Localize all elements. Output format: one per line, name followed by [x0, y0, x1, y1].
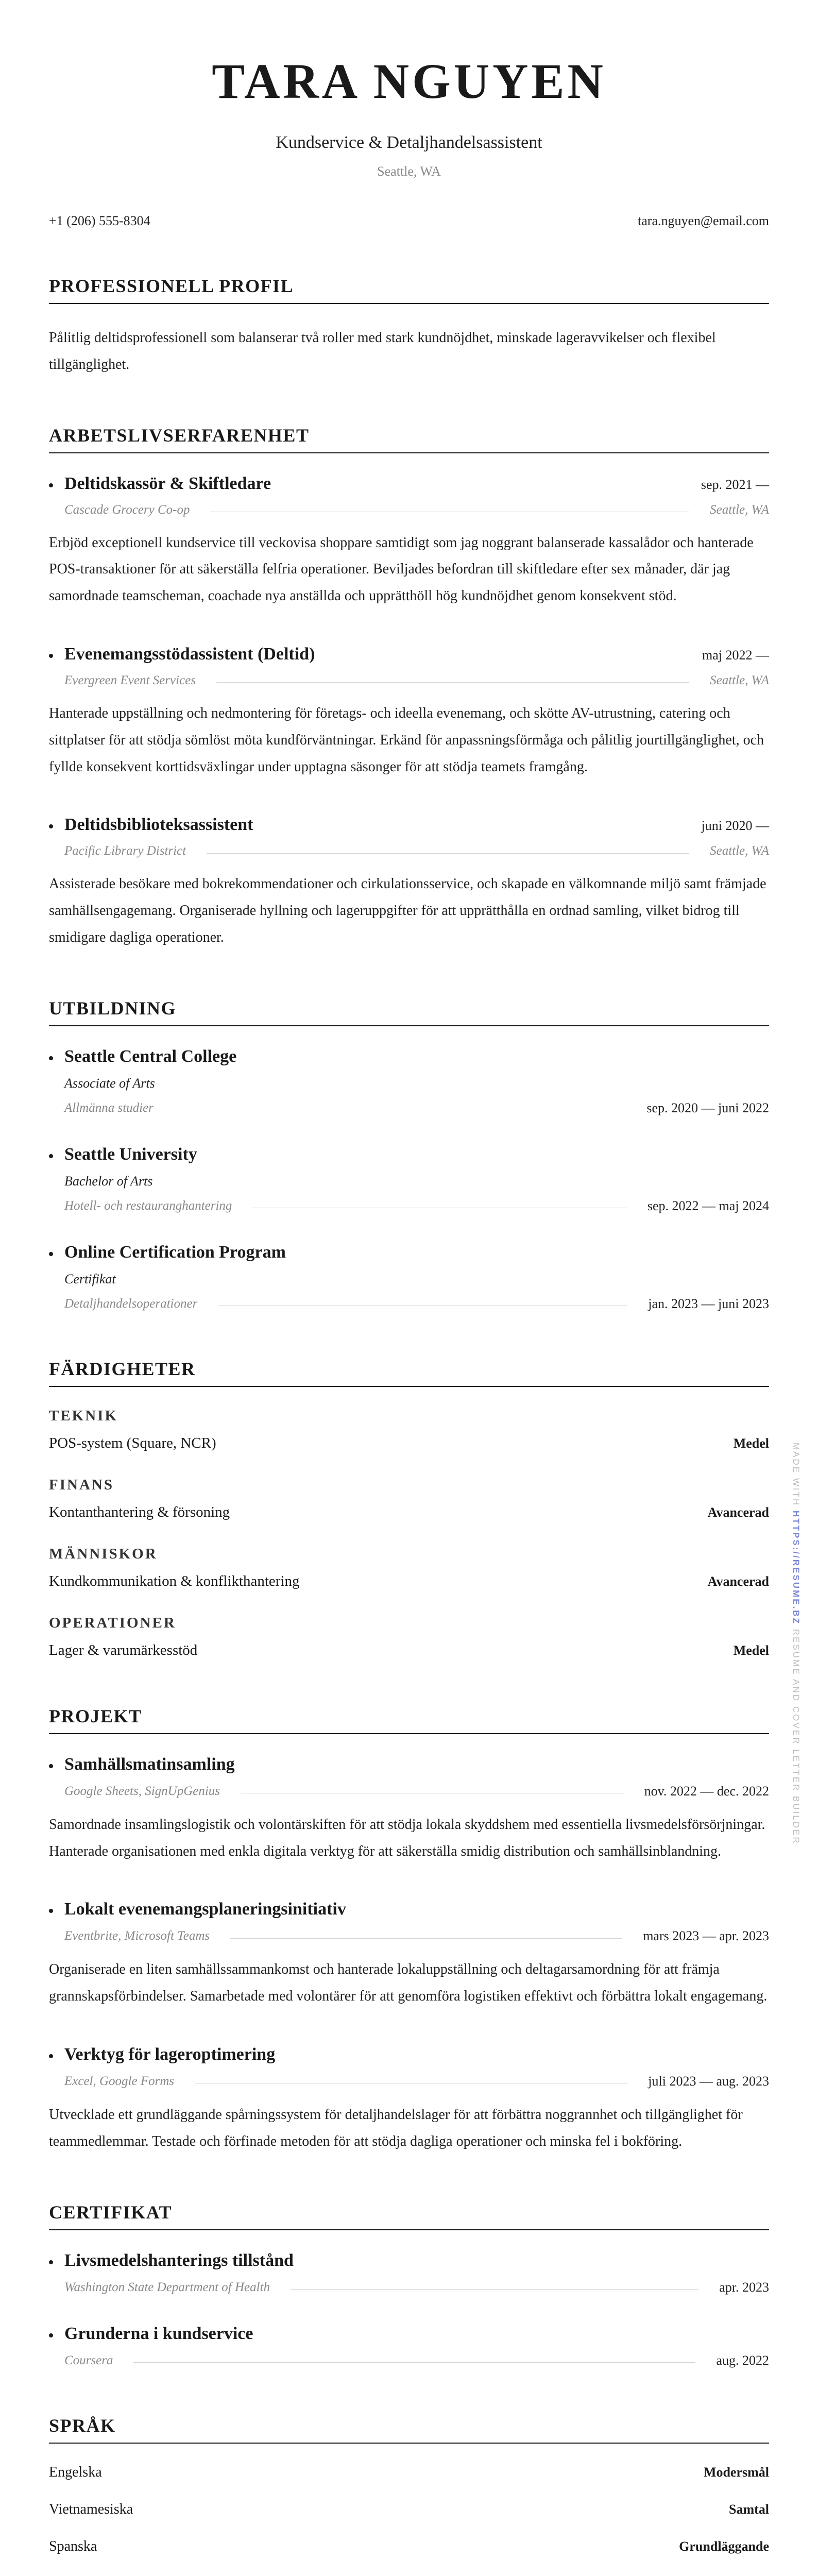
experience-location: Seattle, WA [710, 673, 769, 687]
education-heading: UTBILDNING [49, 997, 769, 1026]
language-level: Modersmål [703, 2464, 769, 2480]
education-field: Detaljhandelsoperationer [64, 1296, 198, 1311]
experience-desc: Hanterade uppställning och nedmontering för företags- och ideella evenemang, och skötte AV-utrustning, catering och sittplatser för att stödja sömlöst möta kundförväntningar. Erkänd för anpassningsförmåga och pålitlig jourtillgänglighet, och fyllde konsekvent korttidsväxlingar under upptagna säsonger för att stödja teamets framgång. [49, 705, 764, 775]
project-item [49, 2045, 769, 2155]
experience-title: Deltidsbiblioteksassistent [49, 815, 253, 835]
education-item [49, 1243, 769, 1312]
watermark-link[interactable]: HTTPS://RESUME.BZ [791, 1511, 801, 1625]
watermark-suffix: RESUME AND COVER LETTER BUILDER [791, 1629, 801, 1845]
certification-item [49, 2324, 769, 2368]
skill-row [49, 1642, 769, 1659]
project-item [49, 1900, 769, 2010]
phone-number[interactable]: +1 (206) 555-8304 [49, 213, 150, 228]
certification-date: apr. 2023 [719, 2279, 769, 2295]
education-field: Hotell- och restauranghantering [64, 1198, 232, 1213]
skills-heading: FÄRDIGHETER [49, 1358, 769, 1387]
projects-list [49, 1755, 769, 2155]
certifications-list [49, 2251, 769, 2368]
project-title: Lokalt evenemangsplaneringsinitiativ [49, 1900, 346, 1919]
project-desc: Organiserade en liten samhällssammankomst och hanterade lokaluppställning och deltagarsamordning för att främja grannskapsförbindelser. Samarbetade med volontärer för att genomföra logistiken effektivt och förbättra lokalt engagemang. [49, 1961, 768, 2005]
project-desc: Utvecklade ett grundläggande spårningssystem för detaljhandelslager för att förbättra noggrannhet och tillgänglighet för teammedlemmar. Testade och förfinade metoden för att stödja dagliga operationer och minska fel i bokföring. [49, 2106, 743, 2149]
resume-page [49, 0, 769, 2576]
language-name: Vietnamesiska [49, 2501, 133, 2517]
language-name: Spanska [49, 2538, 97, 2554]
education-item [49, 1047, 769, 1116]
project-date: mars 2023 — apr. 2023 [643, 1928, 769, 1944]
skill-level: Medel [733, 1642, 769, 1658]
leader-line [133, 2362, 695, 2363]
certification-title: Livsmedelshanterings tillstånd [49, 2251, 294, 2270]
experience-date: maj 2022 — [702, 647, 769, 663]
language-row [49, 2501, 769, 2518]
education-degree: Bachelor of Arts [64, 1173, 153, 1189]
experience-item [49, 645, 769, 780]
watermark [791, 1443, 801, 1845]
experience-date: juni 2020 — [701, 818, 769, 834]
experience-date: sep. 2021 — [701, 477, 769, 492]
leader-line [230, 1938, 622, 1939]
skill-category: FINANS [49, 1476, 114, 1493]
experience-org: Evergreen Event Services [64, 673, 196, 687]
certifications-heading: CERTIFIKAT [49, 2201, 769, 2230]
experience-title: Deltidskassör & Skiftledare [49, 474, 271, 494]
experience-org: Cascade Grocery Co-op [64, 502, 190, 517]
contact-bar [49, 213, 769, 229]
language-level: Grundläggande [679, 2538, 769, 2554]
skill-row [49, 1504, 769, 1521]
project-date: juli 2023 — aug. 2023 [648, 2073, 769, 2089]
certification-issuer: Coursera [64, 2353, 113, 2367]
languages-list [49, 2464, 769, 2576]
experience-org: Pacific Library District [64, 844, 186, 858]
experience-location: Seattle, WA [710, 844, 769, 858]
skill-name: Kundkommunikation & konflikthantering [49, 1572, 300, 1589]
education-date: jan. 2023 — juni 2023 [648, 1296, 769, 1311]
education-degree: Certifikat [64, 1271, 116, 1286]
candidate-name: TARA NGUYEN [212, 54, 606, 109]
skills-list [49, 1408, 769, 1659]
leader-line [207, 853, 689, 854]
education-school: Online Certification Program [49, 1243, 286, 1262]
experience-list [49, 474, 769, 951]
experience-location: Seattle, WA [710, 502, 769, 517]
leader-line [216, 682, 689, 683]
skill-category: TEKNIK [49, 1407, 118, 1424]
projects-heading: PROJEKT [49, 1705, 769, 1734]
skill-level: Avancerad [707, 1573, 769, 1589]
skill-level: Medel [733, 1435, 769, 1451]
project-desc: Samordnade insamlingslogistik och volontärskiften för att stödja lokala skyddshem med essentiella livsmedelsförsörjningar. Hanterade organisationen med enkla digitala verktyg för att säkerställa smidig distribution och samhällsinblandning. [49, 1816, 765, 1859]
education-school: Seattle Central College [49, 1047, 236, 1066]
project-item [49, 1755, 769, 1865]
experience-desc: Assisterade besökare med bokrekommendationer och cirkulationsservice, och skapade en välkomnande miljö samt främjade samhällsengagemang. Organiserade hyllning och lageruppgifter för att upprätthålla en ordnad samling, vilket bidrog till smidigare dagliga operationer. [49, 876, 766, 945]
project-title: Verktyg för lageroptimering [49, 2045, 275, 2064]
education-list [49, 1047, 769, 1312]
skill-name: POS-system (Square, NCR) [49, 1434, 216, 1451]
education-school: Seattle University [49, 1145, 197, 1164]
experience-item [49, 474, 769, 609]
skill-row [49, 1435, 769, 1452]
skill-name: Kontanthantering & försoning [49, 1503, 230, 1520]
certification-date: aug. 2022 [716, 2352, 769, 2368]
skill-name: Lager & varumärkesstöd [49, 1641, 198, 1658]
project-title: Samhällsmatinsamling [49, 1755, 235, 1774]
profile-heading: PROFESSIONELL PROFIL [49, 275, 769, 304]
skill-category: MÄNNISKOR [49, 1545, 158, 1562]
experience-item [49, 815, 769, 951]
education-item [49, 1145, 769, 1214]
education-date: sep. 2022 — maj 2024 [647, 1198, 769, 1213]
skill-row [49, 1573, 769, 1590]
skill-category: OPERATIONER [49, 1614, 176, 1631]
leader-line [291, 2289, 698, 2290]
email-address[interactable]: tara.nguyen@email.com [638, 213, 769, 228]
experience-desc: Erbjöd exceptionell kundservice till veckovisa shoppare samtidigt som jag noggrant balanserade kassalådor och hanterade POS-transaktioner för att säkerställa felfria operationer. Beviljades befordran till skiftledare efter sex månader, där jag samordnade teamscheman, coachade nya anställda och upprätthöll hög kundnöjdhet genom konsekvent stöd. [49, 534, 754, 604]
languages-heading: SPRÅK [49, 2415, 769, 2444]
project-date: nov. 2022 — dec. 2022 [644, 1783, 769, 1799]
education-date: sep. 2020 — juni 2022 [646, 1100, 769, 1115]
education-field: Allmänna studier [64, 1100, 154, 1115]
certification-title: Grunderna i kundservice [49, 2324, 253, 2344]
project-tools: Eventbrite, Microsoft Teams [64, 1929, 210, 1943]
watermark-prefix: MADE WITH [791, 1443, 801, 1507]
language-row [49, 2538, 769, 2555]
job-title: Kundservice & Detaljhandelsassistent [276, 133, 542, 152]
profile-text: Pålitlig deltidsprofessionell som balanserar två roller med stark kundnöjdhet, minskade lageravvikelser och flexibel tillgänglighet. [49, 330, 716, 372]
education-degree: Associate of Arts [64, 1075, 155, 1091]
experience-heading: ARBETSLIVSERFARENHET [49, 425, 769, 453]
language-level: Samtal [729, 2501, 769, 2517]
experience-title: Evenemangsstödassistent (Deltid) [49, 645, 315, 664]
certification-issuer: Washington State Department of Health [64, 2280, 270, 2294]
language-row [49, 2464, 769, 2481]
project-tools: Google Sheets, SignUpGenius [64, 1784, 220, 1798]
skill-level: Avancerad [707, 1504, 769, 1520]
language-name: Engelska [49, 2464, 102, 2480]
candidate-location: Seattle, WA [377, 164, 441, 179]
certification-item [49, 2251, 769, 2295]
project-tools: Excel, Google Forms [64, 2074, 175, 2088]
